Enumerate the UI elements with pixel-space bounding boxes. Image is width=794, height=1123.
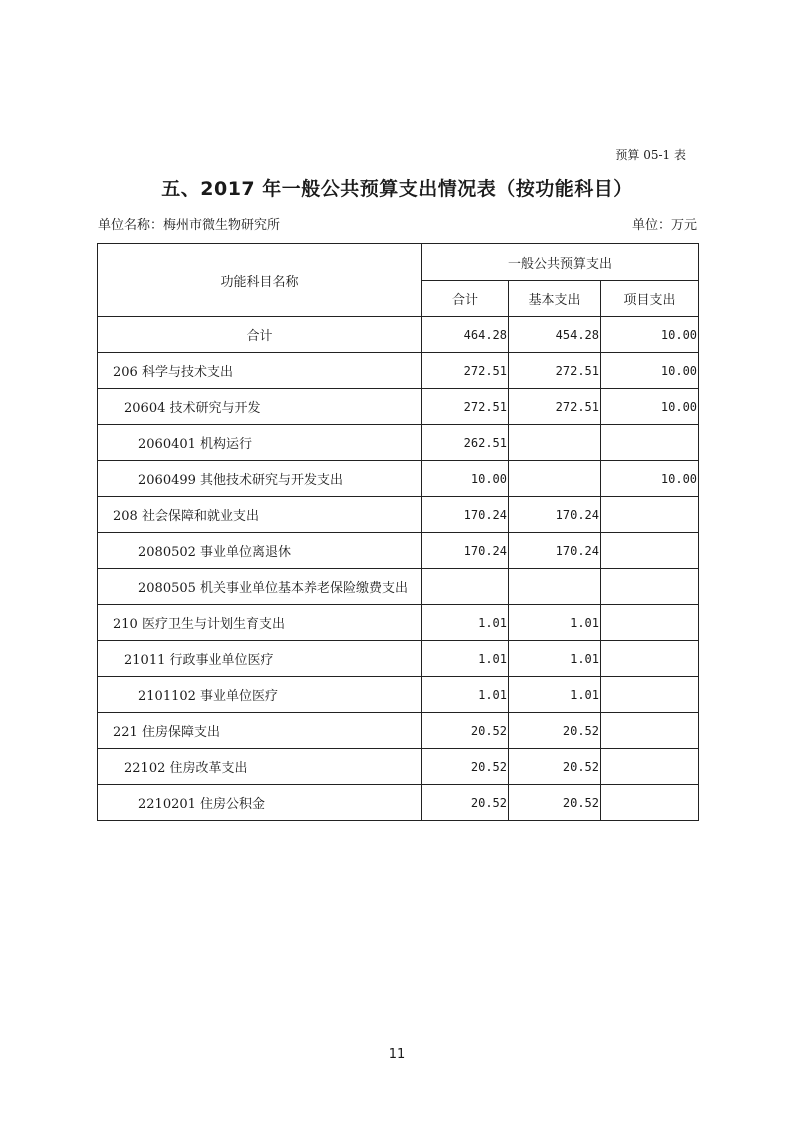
row-project <box>601 677 699 713</box>
row-basic: 20.52 <box>509 749 601 785</box>
row-project <box>601 569 699 605</box>
header-group: 一般公共预算支出 <box>422 244 699 281</box>
row-name: 208 社会保障和就业支出 <box>98 497 422 533</box>
row-name: 20604 技术研究与开发 <box>98 389 422 425</box>
table-row <box>98 641 699 677</box>
page-number: 11 <box>388 1047 406 1062</box>
row-basic: 272.51 <box>509 389 601 425</box>
table-row <box>98 785 699 821</box>
row-total: 20.52 <box>422 749 509 785</box>
row-name: 2101102 事业单位医疗 <box>98 677 422 713</box>
row-project <box>601 425 699 461</box>
row-total: 170.24 <box>422 533 509 569</box>
header-basic: 基本支出 <box>509 281 601 317</box>
table-row <box>98 677 699 713</box>
total-row-total: 464.28 <box>422 317 509 353</box>
row-basic: 20.52 <box>509 713 601 749</box>
row-name: 2060401 机构运行 <box>98 425 422 461</box>
row-project: 10.00 <box>601 389 699 425</box>
row-project: 10.00 <box>601 461 699 497</box>
row-project: 10.00 <box>601 353 699 389</box>
row-project <box>601 533 699 569</box>
row-name: 221 住房保障支出 <box>98 713 422 749</box>
table-row <box>98 713 699 749</box>
row-name: 2080502 事业单位离退休 <box>98 533 422 569</box>
table-row <box>98 533 699 569</box>
row-basic: 170.24 <box>509 533 601 569</box>
row-project <box>601 605 699 641</box>
table-row <box>98 749 699 785</box>
header-total: 合计 <box>422 281 509 317</box>
total-row-project: 10.00 <box>601 317 699 353</box>
row-total: 10.00 <box>422 461 509 497</box>
table-row <box>98 353 699 389</box>
table-row <box>98 389 699 425</box>
header-project: 项目支出 <box>601 281 699 317</box>
total-row <box>98 317 699 353</box>
row-basic: 170.24 <box>509 497 601 533</box>
total-row-basic: 454.28 <box>509 317 601 353</box>
row-name: 206 科学与技术支出 <box>98 353 422 389</box>
row-total: 20.52 <box>422 785 509 821</box>
row-total: 20.52 <box>422 713 509 749</box>
row-project <box>601 749 699 785</box>
row-total: 170.24 <box>422 497 509 533</box>
row-total: 262.51 <box>422 425 509 461</box>
table-row <box>98 569 699 605</box>
page-title: 五、2017 年一般公共预算支出情况表（按功能科目） <box>161 178 633 200</box>
row-project <box>601 497 699 533</box>
row-basic: 272.51 <box>509 353 601 389</box>
budget-table <box>97 243 699 821</box>
row-total: 1.01 <box>422 641 509 677</box>
row-name: 21011 行政事业单位医疗 <box>98 641 422 677</box>
row-basic: 20.52 <box>509 785 601 821</box>
row-total <box>422 569 509 605</box>
row-name: 22102 住房改革支出 <box>98 749 422 785</box>
table-row <box>98 425 699 461</box>
table-number: 预算 05-1 表 <box>615 148 686 162</box>
row-basic <box>509 569 601 605</box>
table-row <box>98 461 699 497</box>
row-total: 1.01 <box>422 605 509 641</box>
total-row-label: 合计 <box>98 317 422 353</box>
row-basic: 1.01 <box>509 605 601 641</box>
unit-name: 单位名称：梅州市微生物研究所 <box>98 218 281 233</box>
row-name: 2060499 其他技术研究与开发支出 <box>98 461 422 497</box>
header-name: 功能科目名称 <box>98 244 422 317</box>
row-total: 272.51 <box>422 389 509 425</box>
row-name: 2080505 机关事业单位基本养老保险缴费支出 <box>98 569 422 605</box>
row-name: 210 医疗卫生与计划生育支出 <box>98 605 422 641</box>
row-basic <box>509 461 601 497</box>
row-project <box>601 713 699 749</box>
row-project <box>601 641 699 677</box>
row-basic <box>509 425 601 461</box>
row-basic: 1.01 <box>509 677 601 713</box>
table-row <box>98 605 699 641</box>
currency-unit: 单位：万元 <box>631 218 697 233</box>
row-total: 1.01 <box>422 677 509 713</box>
row-total: 272.51 <box>422 353 509 389</box>
table-row <box>98 497 699 533</box>
row-project <box>601 785 699 821</box>
row-basic: 1.01 <box>509 641 601 677</box>
row-name: 2210201 住房公积金 <box>98 785 422 821</box>
